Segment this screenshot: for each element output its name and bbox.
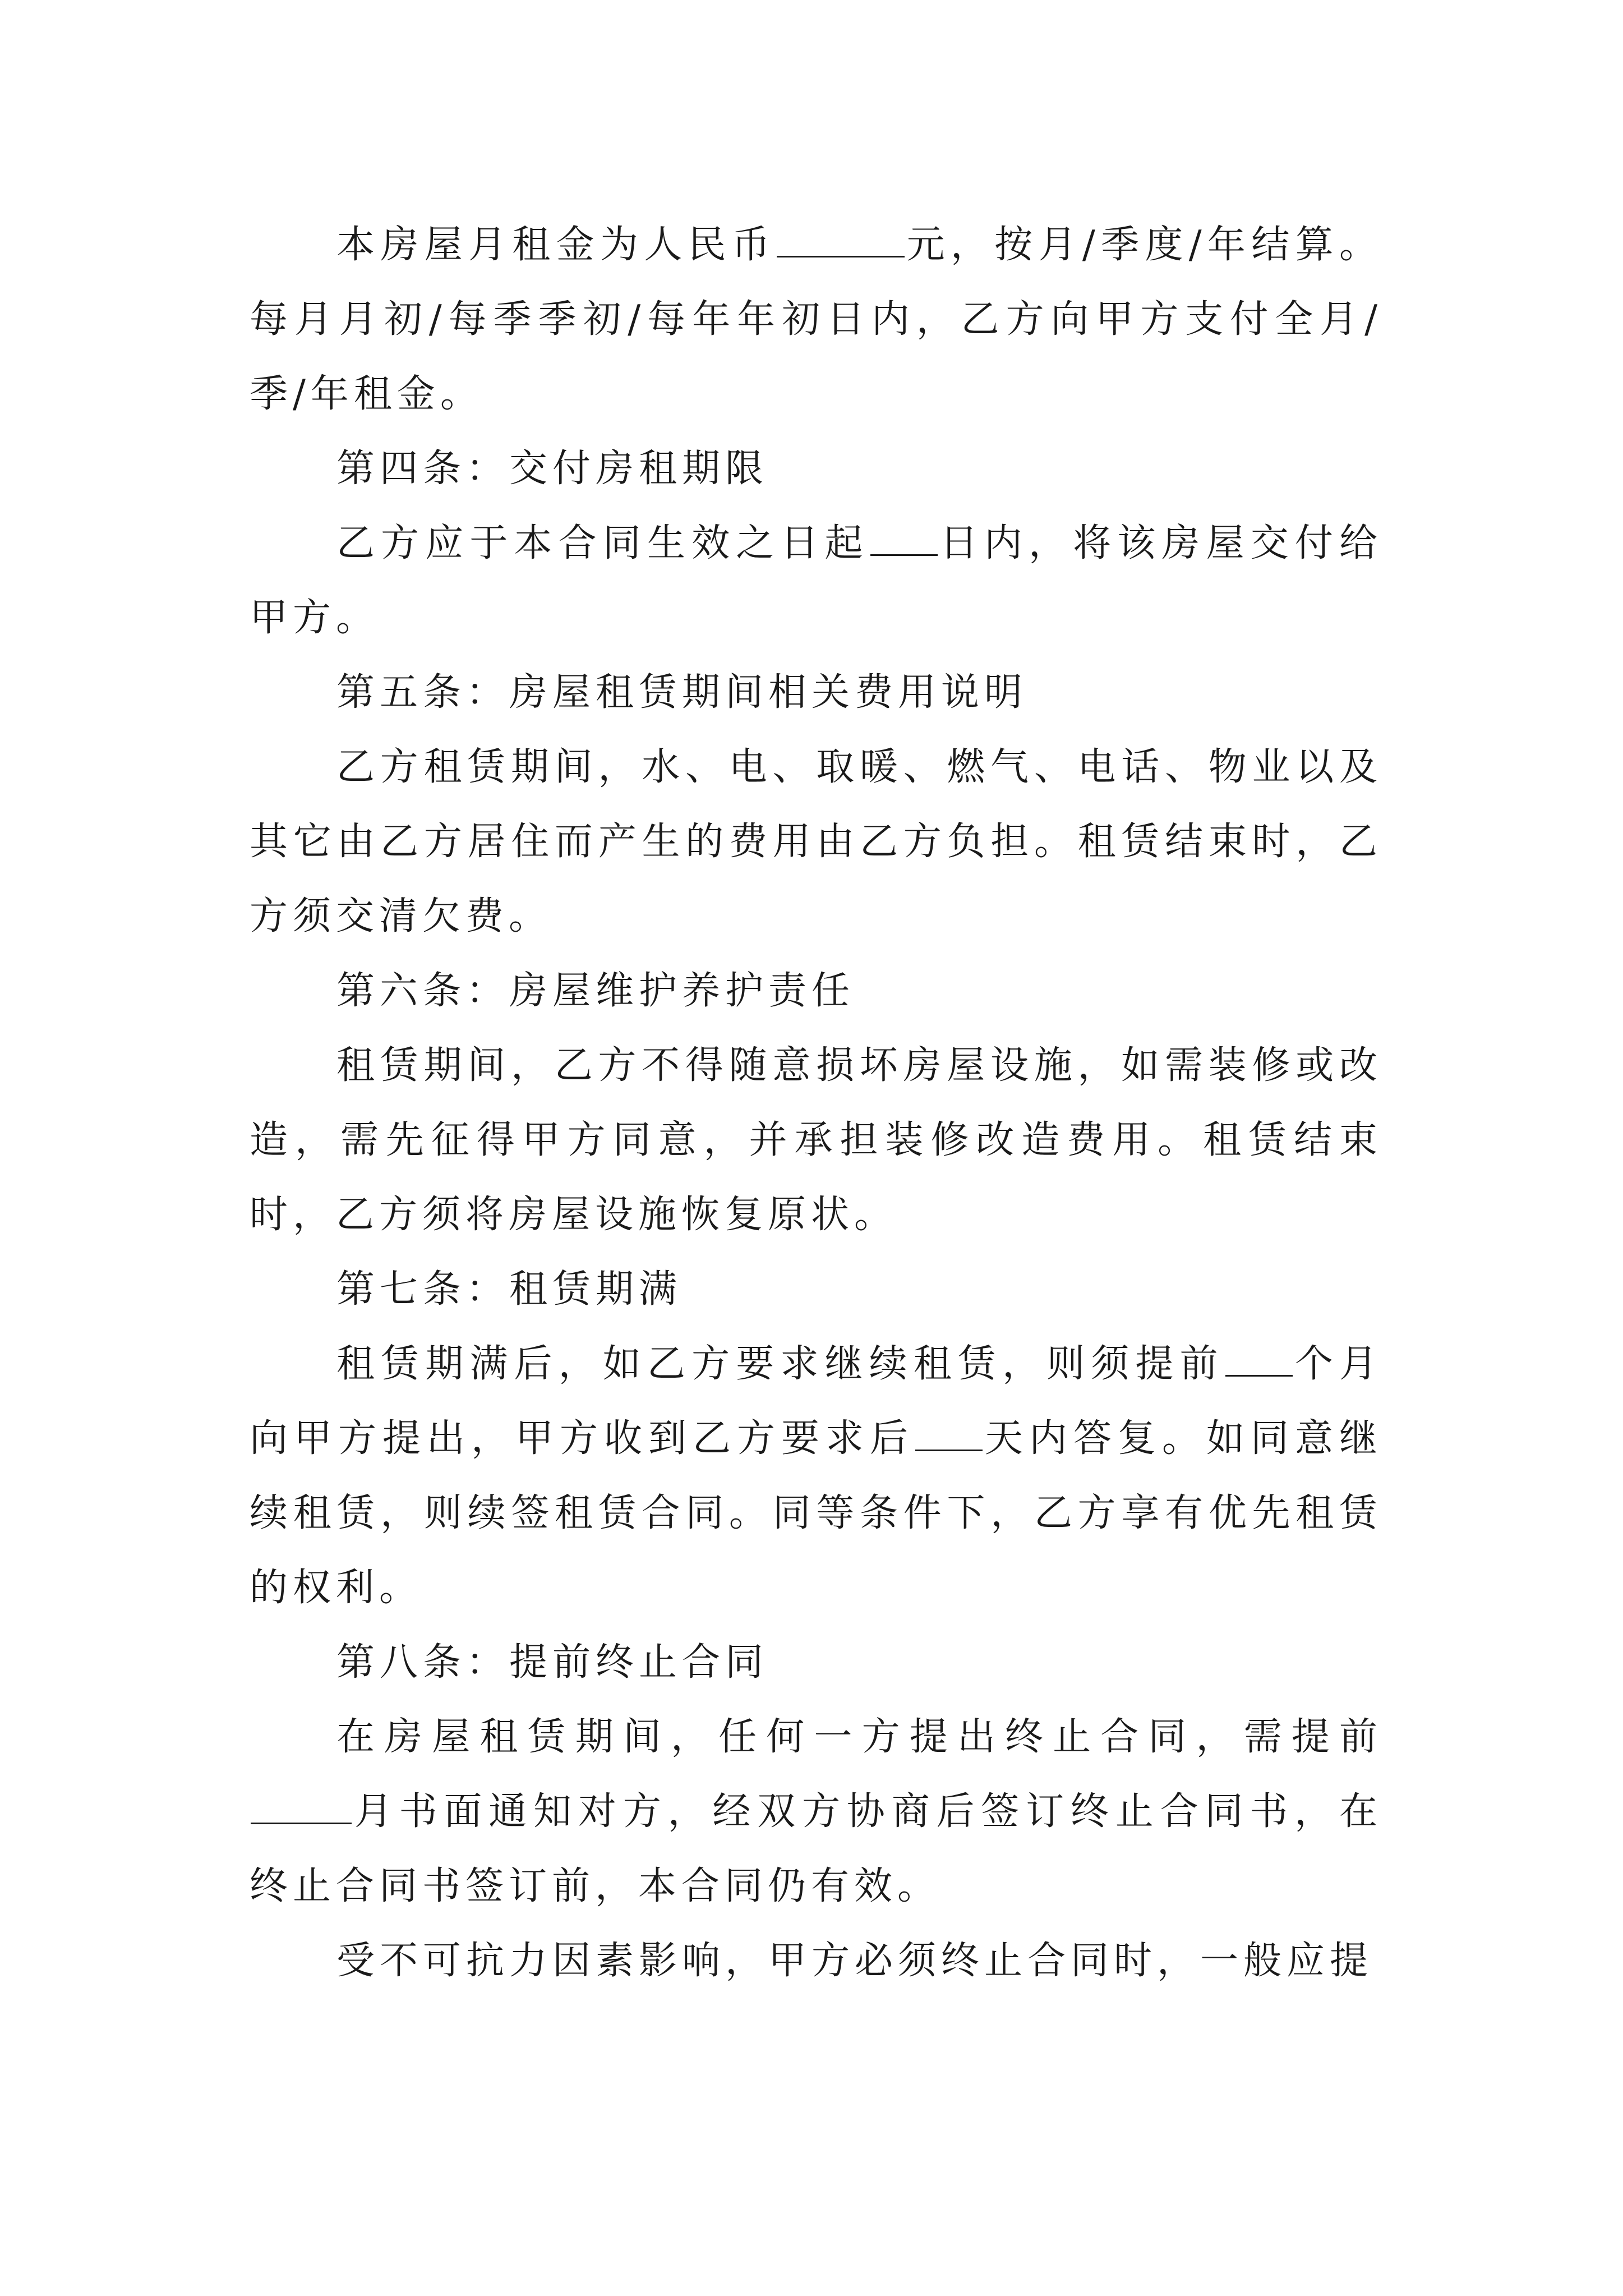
article-5-heading: 第五条：房屋租赁期间相关费用说明 xyxy=(336,670,1028,715)
article-7-paragraph xyxy=(250,1327,1382,1625)
notice-months-blank xyxy=(1225,1338,1293,1377)
article-7-text-b: 个月向甲方提出，甲方收到乙方要求后 xyxy=(250,1342,1382,1461)
article-4-text-start: 乙方应于本合同生效之日起 xyxy=(336,521,869,565)
delivery-days-blank xyxy=(870,517,938,556)
article-7-heading: 第七条：租赁期满 xyxy=(336,1267,683,1312)
rent-amount-text-start: 本房屋月租金为人民币 xyxy=(336,223,776,267)
article-4-paragraph xyxy=(250,506,1382,655)
rent-amount-blank xyxy=(777,219,905,257)
article-4-text-end: 日内，将该房屋交付给甲方。 xyxy=(250,521,1382,640)
article-6-paragraph: 租赁期间，乙方不得随意损坏房屋设施，如需装修或改造，需先征得甲方同意，并承担装修改造费用。租赁结束时，乙方须将房屋设施恢复原状。 xyxy=(250,1043,1382,1237)
termination-notice-blank xyxy=(251,1786,352,1824)
document-body xyxy=(250,208,1382,1998)
article-8-text-start: 在房屋租赁期间，任何一方提出终止合同，需提前 xyxy=(336,1715,1382,1759)
force-majeure-paragraph: 受不可抗力因素影响，甲方必须终止合同时，一般应提 xyxy=(336,1939,1373,1983)
article-4-heading: 第四条：交付房租期限 xyxy=(336,447,769,491)
article-8-text-end: 月书面通知对方，经双方协商后签订终止合同书，在终止合同书签订前，本合同仍有效。 xyxy=(250,1789,1382,1908)
article-8-paragraph xyxy=(250,1700,1382,1924)
article-7-text-c: 天内答复。如同意继续租赁，则续签租赁合同。同等条件下，乙方享有优先租赁的权利。 xyxy=(250,1416,1382,1610)
rent-amount-paragraph xyxy=(250,208,1382,431)
reply-days-blank xyxy=(915,1412,983,1451)
rent-amount-text-end: 元，按月/季度/年结算。每月月初/每季季初/每年年初日内，乙方向甲方支付全月/季/年租金。 xyxy=(250,223,1382,416)
article-7-text-a: 租赁期满后，如乙方要求继续租赁，则须提前 xyxy=(336,1342,1224,1386)
article-8-heading: 第八条：提前终止合同 xyxy=(336,1640,769,1685)
article-5-paragraph: 乙方租赁期间，水、电、取暖、燃气、电话、物业以及其它由乙方居住而产生的费用由乙方负担。租赁结束时，乙方须交清欠费。 xyxy=(250,745,1382,938)
article-6-heading: 第六条：房屋维护养护责任 xyxy=(336,969,855,1013)
